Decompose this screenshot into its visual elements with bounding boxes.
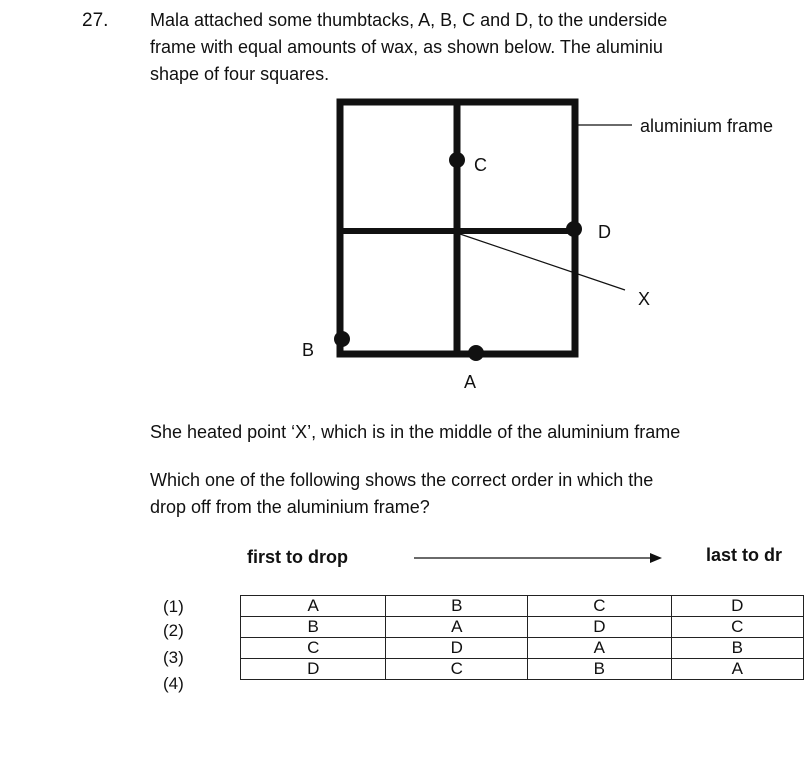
option-3-cell-3: A <box>528 638 672 659</box>
option-4-cell-2: C <box>386 659 528 680</box>
label-x: X <box>638 289 651 309</box>
first-to-drop-label: first to drop <box>247 547 348 567</box>
which-line-2: drop off from the aluminium frame? <box>150 497 430 517</box>
option-2-cell-3: D <box>528 617 672 638</box>
label-d: D <box>598 222 611 242</box>
answer-options-table <box>240 595 804 680</box>
question-number: 27. <box>82 10 109 31</box>
thumbtack-d <box>566 221 582 237</box>
option-4-cell-1: D <box>241 659 386 680</box>
option-1-cell-1: A <box>241 596 386 617</box>
thumbtack-b <box>334 331 350 347</box>
label-c: C <box>474 155 487 175</box>
option-4-cell-4: A <box>671 659 803 680</box>
thumbtack-a <box>468 345 484 361</box>
option-2-cell-2: A <box>386 617 528 638</box>
label-a: A <box>464 372 477 392</box>
option-row-3[interactable] <box>241 638 804 659</box>
option-row-4[interactable] <box>241 659 804 680</box>
question-line-1: Mala attached some thumbtacks, A, B, C and D, to the underside <box>150 10 668 30</box>
label-frame: aluminium frame <box>640 116 774 136</box>
option-number-1[interactable]: (1) <box>163 597 184 616</box>
option-2-cell-1: B <box>241 617 386 638</box>
question-line-3: shape of four squares. <box>150 64 330 84</box>
option-3-cell-1: C <box>241 638 386 659</box>
option-1-cell-4: D <box>671 596 803 617</box>
option-3-cell-2: D <box>386 638 528 659</box>
option-row-2[interactable] <box>241 617 804 638</box>
option-3-cell-4: B <box>671 638 803 659</box>
last-to-drop-label: last to dr <box>706 545 783 565</box>
option-2-cell-4: C <box>671 617 803 638</box>
label-b: B <box>302 340 315 360</box>
heated-line: She heated point ‘X’, which is in the middle of the aluminium frame <box>150 422 681 442</box>
option-number-2[interactable]: (2) <box>163 621 184 640</box>
option-1-cell-3: C <box>528 596 672 617</box>
question-line-2: frame with equal amounts of wax, as shown below. The aluminiu <box>150 37 663 57</box>
option-number-3[interactable]: (3) <box>163 648 184 667</box>
thumbtack-c <box>449 152 465 168</box>
option-1-cell-2: B <box>386 596 528 617</box>
option-number-4[interactable]: (4) <box>163 674 184 693</box>
option-4-cell-3: B <box>528 659 672 680</box>
which-line-1: Which one of the following shows the correct order in which the <box>150 470 654 490</box>
option-row-1[interactable] <box>241 596 804 617</box>
